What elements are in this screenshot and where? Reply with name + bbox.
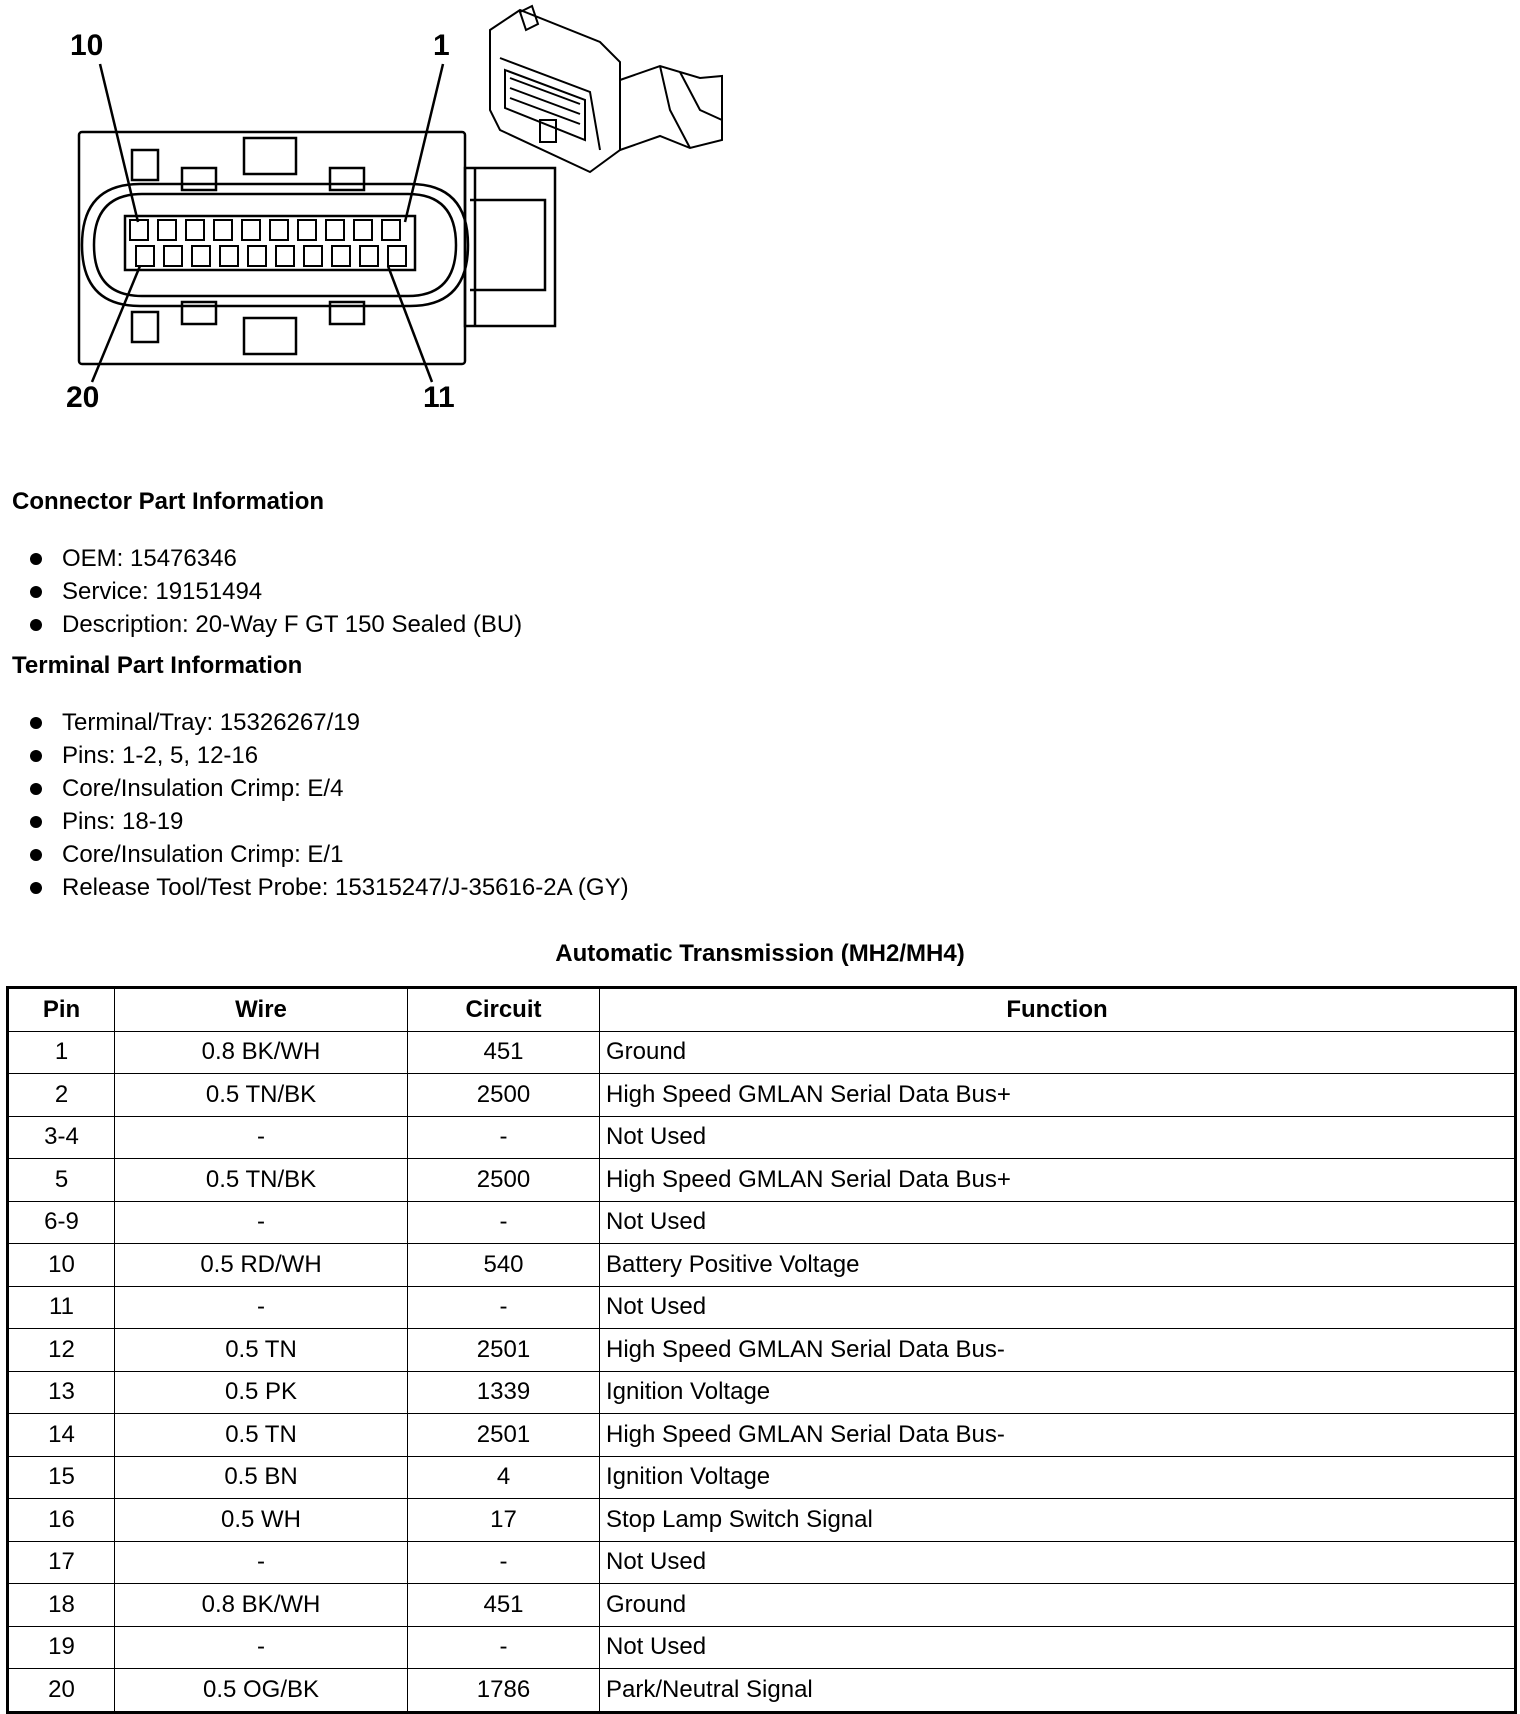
cell-function: Ground: [600, 1584, 1516, 1627]
cell-wire: 0.5 PK: [115, 1371, 408, 1414]
cell-circuit: -: [408, 1201, 600, 1244]
cell-circuit: 540: [408, 1244, 600, 1287]
cell-function: Not Used: [600, 1286, 1516, 1329]
table-body: [8, 1031, 1516, 1712]
cell-function: Ignition Voltage: [600, 1456, 1516, 1499]
cell-circuit: -: [408, 1286, 600, 1329]
pin-label-1: 1: [433, 29, 450, 62]
cell-pin: 1: [8, 1031, 115, 1074]
cell-circuit: 451: [408, 1031, 600, 1074]
cell-pin: 6-9: [8, 1201, 115, 1244]
list-item: OEM: 15476346: [28, 542, 522, 575]
cell-circuit: 2500: [408, 1159, 600, 1202]
cell-circuit: 2500: [408, 1074, 600, 1117]
cell-function: Battery Positive Voltage: [600, 1244, 1516, 1287]
cell-circuit: 2501: [408, 1414, 600, 1457]
list-item: Description: 20-Way F GT 150 Sealed (BU): [28, 608, 522, 641]
header-pin: Pin: [8, 988, 115, 1032]
connector-latch: [465, 168, 555, 326]
table-row: [8, 1244, 1516, 1287]
cell-pin: 13: [8, 1371, 115, 1414]
header-function: Function: [600, 988, 1516, 1032]
connector-info-heading: Connector Part Information: [12, 488, 325, 515]
table-row: [8, 1584, 1516, 1627]
cell-wire: -: [115, 1626, 408, 1669]
table-row: [8, 1286, 1516, 1329]
cell-wire: -: [115, 1116, 408, 1159]
table-row: [8, 1456, 1516, 1499]
cell-function: High Speed GMLAN Serial Data Bus+: [600, 1074, 1516, 1117]
cell-circuit: 2501: [408, 1329, 600, 1372]
cell-wire: -: [115, 1286, 408, 1329]
cell-pin: 17: [8, 1541, 115, 1584]
cell-function: Not Used: [600, 1116, 1516, 1159]
cell-wire: 0.5 TN/BK: [115, 1159, 408, 1202]
table-row: [8, 1031, 1516, 1074]
pinout-table: [6, 986, 1517, 1714]
cell-wire: 0.5 BN: [115, 1456, 408, 1499]
pin-label-10: 10: [70, 29, 104, 62]
cell-function: High Speed GMLAN Serial Data Bus+: [600, 1159, 1516, 1202]
connector-3d-view: [490, 6, 722, 172]
cell-function: Ground: [600, 1031, 1516, 1074]
list-item: Terminal/Tray: 15326267/19: [28, 706, 629, 739]
cell-circuit: 1339: [408, 1371, 600, 1414]
list-item: Pins: 1-2, 5, 12-16: [28, 739, 629, 772]
list-item: Service: 19151494: [28, 575, 522, 608]
connector-diagram: [0, 0, 760, 430]
table-row: [8, 1074, 1516, 1117]
cell-function: Stop Lamp Switch Signal: [600, 1499, 1516, 1542]
header-wire: Wire: [115, 988, 408, 1032]
cell-circuit: 451: [408, 1584, 600, 1627]
cell-wire: 0.5 TN: [115, 1329, 408, 1372]
header-circuit: Circuit: [408, 988, 600, 1032]
pin-label-20: 20: [66, 381, 100, 414]
cell-function: Park/Neutral Signal: [600, 1669, 1516, 1713]
table-row: [8, 1371, 1516, 1414]
terminal-info-heading: Terminal Part Information: [12, 652, 303, 679]
table-row: [8, 1159, 1516, 1202]
cell-function: High Speed GMLAN Serial Data Bus-: [600, 1329, 1516, 1372]
table-row: [8, 1626, 1516, 1669]
cell-pin: 5: [8, 1159, 115, 1202]
cell-function: Not Used: [600, 1201, 1516, 1244]
table-title: Automatic Transmission (MH2/MH4): [555, 940, 965, 967]
terminal-info-list: [28, 706, 629, 904]
cell-wire: 0.5 OG/BK: [115, 1669, 408, 1713]
list-item: Core/Insulation Crimp: E/4: [28, 772, 629, 805]
cell-wire: -: [115, 1541, 408, 1584]
cell-pin: 3-4: [8, 1116, 115, 1159]
cell-circuit: 1786: [408, 1669, 600, 1713]
cell-function: Not Used: [600, 1626, 1516, 1669]
cell-circuit: 4: [408, 1456, 600, 1499]
table-row: [8, 1329, 1516, 1372]
list-item: Pins: 18-19: [28, 805, 629, 838]
cell-pin: 18: [8, 1584, 115, 1627]
table-row: [8, 1201, 1516, 1244]
pin-label-11: 11: [423, 381, 455, 414]
cell-circuit: 17: [408, 1499, 600, 1542]
cell-wire: 0.5 TN: [115, 1414, 408, 1457]
cell-function: Ignition Voltage: [600, 1371, 1516, 1414]
cell-function: High Speed GMLAN Serial Data Bus-: [600, 1414, 1516, 1457]
cell-wire: 0.5 RD/WH: [115, 1244, 408, 1287]
cell-wire: 0.8 BK/WH: [115, 1584, 408, 1627]
cell-wire: 0.5 WH: [115, 1499, 408, 1542]
cell-pin: 16: [8, 1499, 115, 1542]
table-row: [8, 1414, 1516, 1457]
cell-circuit: -: [408, 1541, 600, 1584]
cell-circuit: -: [408, 1626, 600, 1669]
cell-pin: 19: [8, 1626, 115, 1669]
cell-wire: -: [115, 1201, 408, 1244]
cell-pin: 12: [8, 1329, 115, 1372]
list-item: Core/Insulation Crimp: E/1: [28, 838, 629, 871]
cell-pin: 20: [8, 1669, 115, 1713]
cell-pin: 2: [8, 1074, 115, 1117]
table-row: [8, 1541, 1516, 1584]
cell-pin: 14: [8, 1414, 115, 1457]
connector-info-list: [28, 542, 522, 641]
table-header-row: [8, 988, 1516, 1032]
cell-function: Not Used: [600, 1541, 1516, 1584]
cell-wire: 0.5 TN/BK: [115, 1074, 408, 1117]
cell-circuit: -: [408, 1116, 600, 1159]
table-row: [8, 1116, 1516, 1159]
cell-pin: 11: [8, 1286, 115, 1329]
table-row: [8, 1669, 1516, 1713]
table-row: [8, 1499, 1516, 1542]
list-item: Release Tool/Test Probe: 15315247/J-35616-2A (GY): [28, 871, 629, 904]
cell-pin: 10: [8, 1244, 115, 1287]
cell-wire: 0.8 BK/WH: [115, 1031, 408, 1074]
cell-pin: 15: [8, 1456, 115, 1499]
